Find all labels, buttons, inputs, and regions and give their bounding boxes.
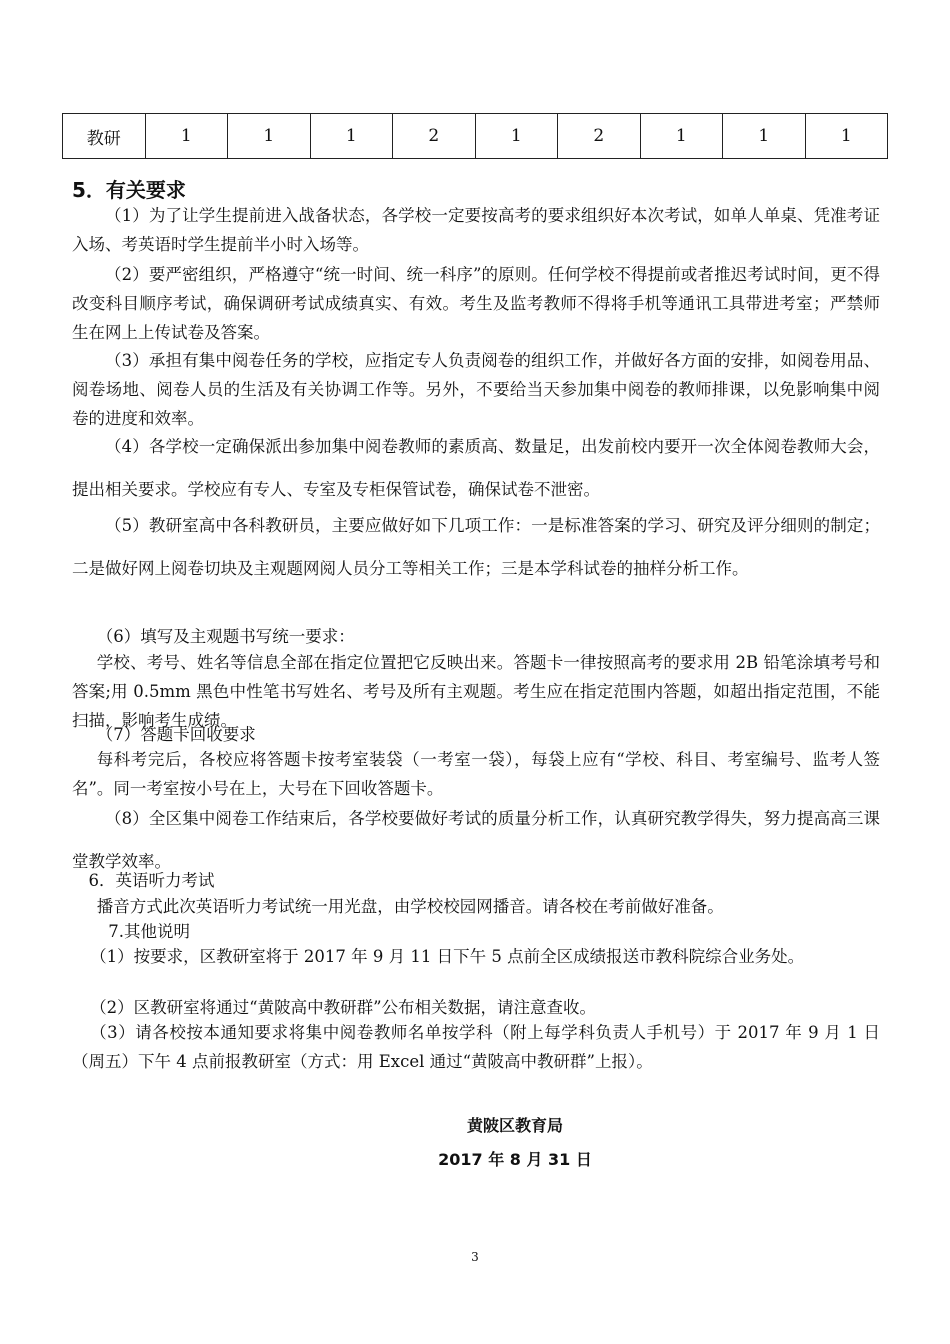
table-cell: 1 [640, 114, 723, 159]
other-note-1: （1）按要求，区教研室将于 2017 年 9 月 11 日下午 5 点前全区成绩报送市教科院综合业务处。 [90, 947, 805, 966]
table-cell: 1 [723, 114, 806, 159]
req-paragraph-3: （3）承担有集中阅卷任务的学校，应指定专人负责阅卷的组织工作，并做好各方面的安排，如阅卷用品、阅卷场地、阅卷人员的生活及有关协调工作等。另外，不要给当天参加集中阅卷的教师排课，以免影响集中阅卷的进度和效率。 [72, 351, 880, 428]
table-cell: 1 [475, 114, 558, 159]
signature-org: 黄陂区教育局 [466, 1116, 563, 1135]
table-cell: 2 [558, 114, 641, 159]
req-paragraph-4: （4）各学校一定确保派出参加集中阅卷教师的素质高、数量足，出发前校内要开一次全体阅卷教师大会，提出相关要求。学校应有专人、专室及专柜保管试卷，确保试卷不泄密。 [72, 437, 880, 499]
table-cell: 1 [805, 114, 888, 159]
req-paragraph-1: （1）为了让学生提前进入战备状态，各学校一定要按高考的要求组织好本次考试，如单人单桌、凭准考证入场、考英语时学生提前半小时入场等。 [72, 206, 880, 254]
other-note-2: （2）区教研室将通过“黄陂高中教研群”公布相关数据，请注意查收。 [90, 998, 597, 1017]
signature-date: 2017 年 8 月 31 日 [438, 1150, 592, 1169]
score-table [62, 113, 888, 159]
section-7-heading: 7.其他说明 [108, 922, 191, 941]
req-paragraph-8: （8）全区集中阅卷工作结束后，各学校要做好考试的质量分析工作，认真研究教学得失，努力提高高三课堂教学效率。 [72, 809, 880, 871]
page-number: 3 [471, 1250, 479, 1264]
table-cell: 1 [310, 114, 393, 159]
req-paragraph-7-body: 每科考完后，各校应将答题卡按考室装袋（一考室一袋），每袋上应有“学校、科目、考室编号、监考人签名”。同一考室按小号在上，大号在下回收答题卡。 [72, 750, 880, 798]
req-paragraph-6-body: 学校、考号、姓名等信息全部在指定位置把它反映出来。答题卡一律按照高考的要求用 2B 铅笔涂填考号和答案;用 0.5mm 黑色中性笔书写姓名、考号及所有主观题。考生应在指定范围内答题，如超出指定范围，不能扫描，影响考生成绩。 [72, 653, 880, 730]
table-row [63, 114, 888, 159]
req-paragraph-2: （2）要严密组织，严格遵守“统一时间、统一科序”的原则。任何学校不得提前或者推迟考试时间，更不得改变科目顺序考试，确保调研考试成绩真实、有效。考生及监考教师不得将手机等通讯工具带进考室；严禁师生在网上上传试卷及答案。 [72, 265, 880, 342]
table-cell: 1 [228, 114, 311, 159]
req-paragraph-7-title: （7）答题卡回收要求 [96, 725, 256, 744]
table-cell: 1 [145, 114, 228, 159]
section-5-heading: 5．有关要求 [72, 178, 186, 202]
section-6-body: 播音方式此次英语听力考试统一用光盘，由学校校园网播音。请各校在考前做好准备。 [96, 897, 724, 916]
req-paragraph-5: （5）教研室高中各科教研员，主要应做好如下几项工作：一是标准答案的学习、研究及评分细则的制定；二是做好网上阅卷切块及主观题网阅人员分工等相关工作；三是本学科试卷的抽样分析工作。 [72, 516, 880, 578]
section-6-heading: 6．英语听力考试 [88, 871, 215, 890]
table-cell: 教研 [63, 114, 146, 159]
req-paragraph-6-title: （6）填写及主观题书写统一要求： [96, 627, 355, 646]
other-note-3: （3）请各校按本通知要求将集中阅卷教师名单按学科（附上每学科负责人手机号）于 2017 年 9 月 1 日（周五）下午 4 点前报教研室（方式：用 Excel 通过“黄陂高中教研群”上报）。 [72, 1023, 880, 1071]
table-cell: 2 [393, 114, 476, 159]
